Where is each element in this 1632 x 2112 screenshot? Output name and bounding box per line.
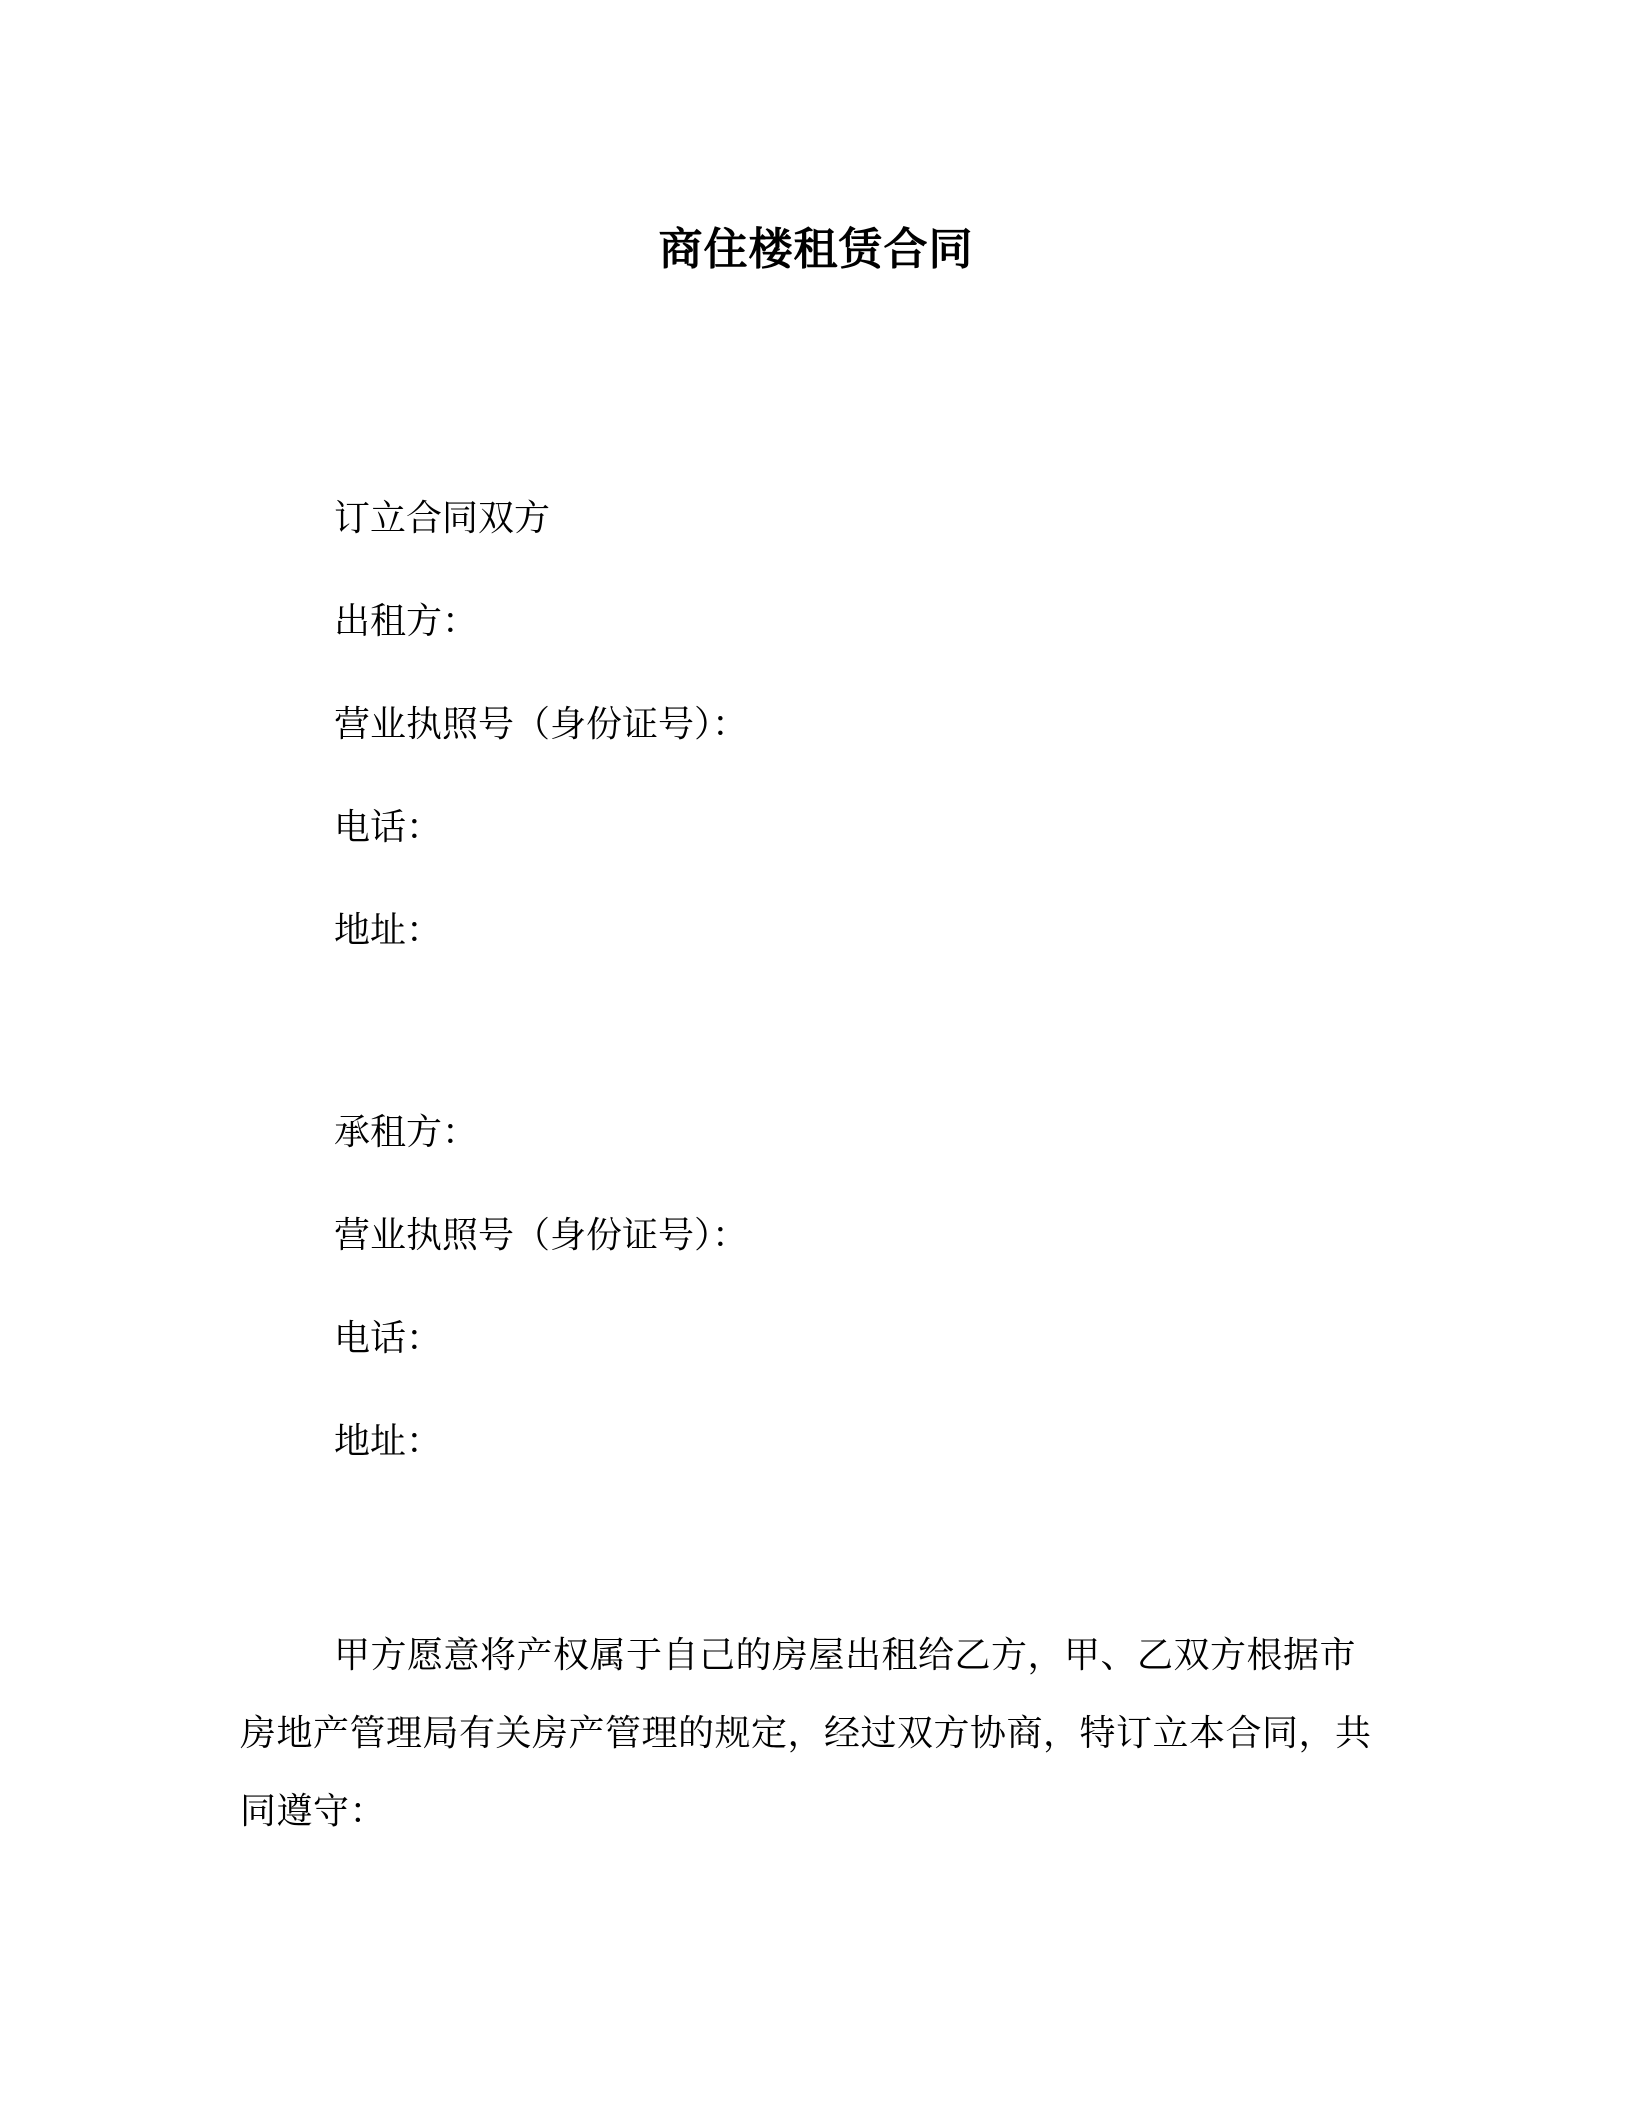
lessee-license-label: 营业执照号（身份证号）： xyxy=(334,1215,749,1256)
preamble-paragraph: 甲方愿意将产权属于自己的房屋出租给乙方，甲、乙双方根据市房地产管理局有关房产管理的规定，经过双方协商，特订立本合同，共同遵守： xyxy=(240,1635,1372,1832)
parties-heading: 订立合同双方 xyxy=(334,498,551,539)
lessee-address-label: 地址： xyxy=(334,1421,443,1462)
lessee-phone-label: 电话： xyxy=(334,1318,443,1359)
lessor-license-label: 营业执照号（身份证号）： xyxy=(334,704,749,745)
lessor-phone-label: 电话： xyxy=(334,807,443,848)
lessor-name-label: 出租方： xyxy=(334,601,479,642)
lessor-address-label: 地址： xyxy=(334,910,443,951)
lessee-name-label: 承租方： xyxy=(334,1112,479,1153)
document-title: 商住楼租赁合同 xyxy=(658,224,974,275)
